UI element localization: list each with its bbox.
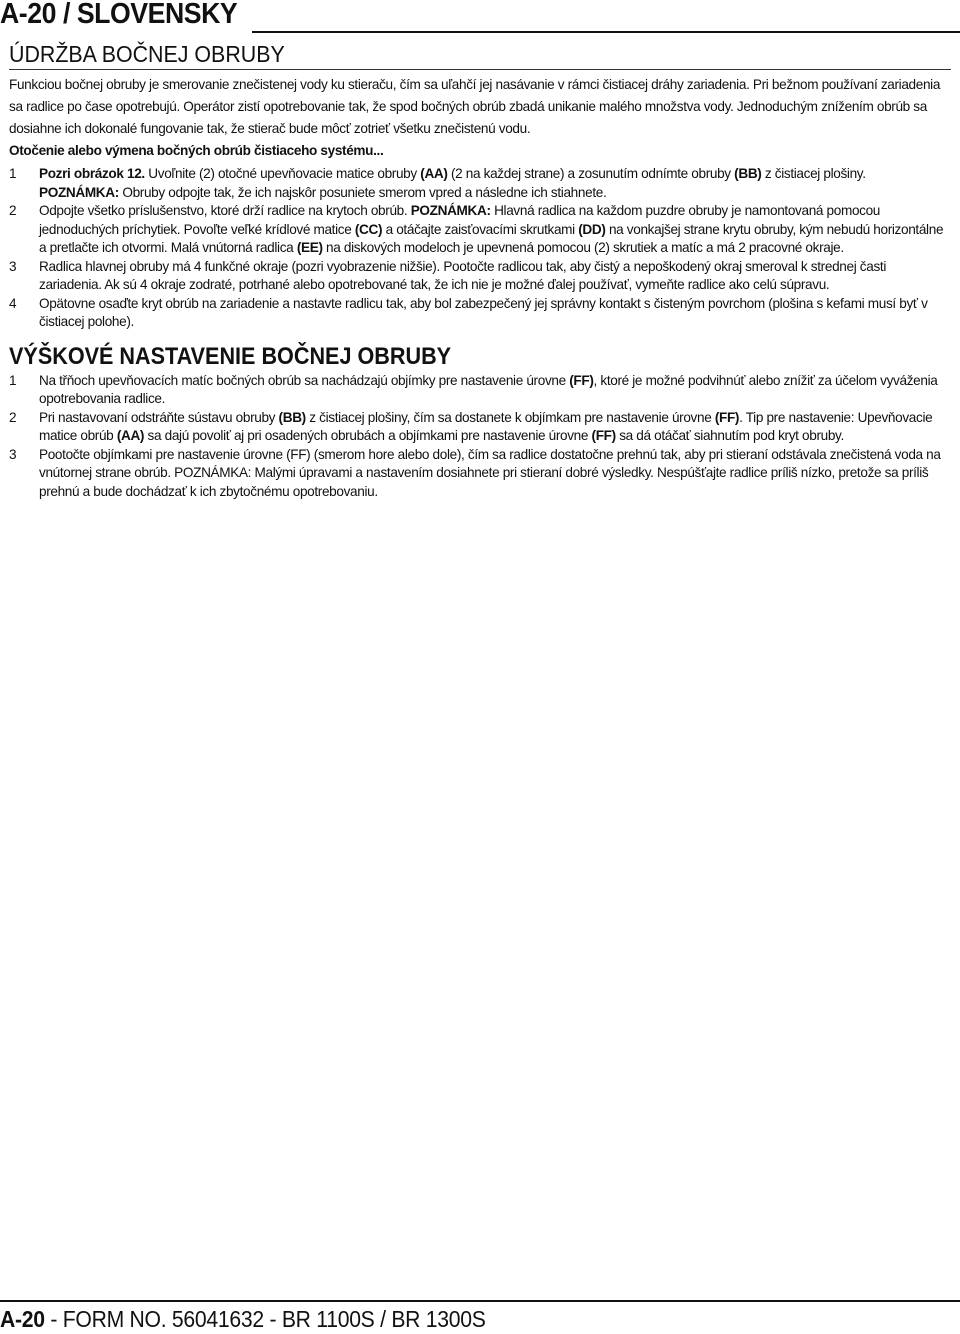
step-number: 4: [9, 295, 17, 311]
step-text: Hlavná radlica na každom puzdre obruby je namontovaná pomocou jednoduchých príchytiek. Povoľte veľké krídlové matice: [39, 203, 881, 237]
step-text: z čistiacej plošiny, čím sa dostanete k objímkam pre nastavenie úrovne: [305, 409, 715, 425]
step-text: Radlica hlavnej obruby má 4 funkčné okraje (pozri vyobrazenie nižšie). Pootočte radlicou tak, aby čistý a nepoškodený okraj smeroval k strednej časti zariadenia. Ak sú 4 okraje zodraté, potrhané alebo opotrebované tak, že ich nie je možné ďalej používať, vymeňte radlice ako celú súpravu.: [39, 258, 886, 292]
step-text: sa dá otáčať siahnutím pod kryt obruby.: [615, 428, 844, 443]
step-number: 1: [9, 166, 17, 181]
part-label: (CC): [354, 221, 383, 237]
part-label: (DD): [578, 221, 606, 237]
step-text: Na třňoch upevňovacích matíc bočných obrúb sa nachádzajú objímky pre nastavenie úrovne: [39, 372, 570, 388]
step-text: na vonkajšej strane krytu obruby, kým nebudú horizontálne a pretlačte ich otvormi. Malá vnútorná radlica: [39, 221, 944, 255]
step-item: [9, 258, 951, 295]
step-text: a otáčajte zaisťovacími skrutkami: [382, 221, 579, 237]
intro-paragraph: Funkciou bočnej obruby je smerovanie znečistenej vody ku stieraču, čím sa uľahčí jej nasávanie v rámci čistiacej dráhy zariadenia. Pri bežnom používaní zariadenia sa radlice po čase opotrebujú. Operátor zistí opotrebovanie tak, že spod bočných obrúb zbadá unikanie malého množstva vody. Jednoduchým znížením obrúb sa dosiahne ich dokonalé fungovanie tak, že stierač bude môcť zotrieť všetku znečistenú vodu.: [9, 77, 941, 136]
step-text: Pri nastavovaní odstráňte sústavu obruby: [39, 409, 279, 425]
note-label: POZNÁMKA:: [39, 184, 119, 200]
section-rule: [9, 69, 951, 70]
part-label: (AA): [116, 428, 145, 443]
section-title-height-adjustment: VÝŠKOVÉ NASTAVENIE BOČNEJ OBRUBY: [9, 342, 452, 370]
header-rule: [252, 31, 960, 33]
page-content: [9, 40, 951, 501]
step-number: 2: [9, 409, 17, 425]
step-text: (2 na každej strane) a zosunutím odnímte obruby: [447, 166, 735, 181]
footer-text: [0, 1306, 486, 1333]
step-number: 3: [9, 258, 17, 274]
figure-reference: Pozri obrázok 12.: [39, 166, 145, 181]
step-number: 1: [9, 372, 17, 388]
adjustment-steps: [9, 372, 951, 502]
step-item: [9, 372, 951, 409]
step-text: z čistiacej plošiny.: [761, 166, 866, 181]
maintenance-steps: [9, 165, 951, 332]
part-label: (BB): [278, 409, 306, 425]
step-item: [9, 446, 951, 502]
part-label: (FF): [591, 428, 616, 443]
part-label: (EE): [296, 240, 323, 255]
part-label: (BB): [734, 166, 762, 181]
step-item: [9, 165, 951, 202]
footer-form-number: - FORM NO. 56041632 - BR 1100S / BR 1300S: [44, 1306, 486, 1332]
step-text: Pootočte objímkami pre nastavenie úrovne (FF) (smerom hore alebo dole), čím sa radlice dostatočne prehnú tak, aby pri stieraní odstávala znečistená voda na vnútornej strane obrúb. POZNÁMKA: Malými úpravami a nastavením dosiahnete pri stieraní dobré výsledky. Nespúšťajte radlice príliš nízko, pretože sa príliš prehnú a bude dochádzať k ich zbytočnému opotrebovaniu.: [39, 446, 941, 499]
step-text: Uvoľnite (2) otočné upevňovacie matice obruby: [144, 166, 421, 181]
footer-rule: [0, 1300, 960, 1302]
step-text: Odpojte všetko príslušenstvo, ktoré drží radlice na krytoch obrúb.: [39, 203, 411, 218]
part-label: (FF): [714, 409, 740, 425]
step-item: [9, 202, 951, 258]
step-text: Opätovne osaďte kryt obrúb na zariadenie a nastavte radlicu tak, aby bol zabezpečený jej správny kontakt s čisteným povrchom (plošina s kefami musí byť v čistiacej polohe).: [39, 295, 928, 329]
page-footer: [0, 1300, 960, 1334]
part-label: (FF): [569, 372, 594, 388]
step-text: , ktoré je možné podvihnúť alebo znížiť za účelom vyváženia opotrebovania radlice.: [39, 372, 938, 406]
footer-page-number: A-20: [0, 1306, 45, 1332]
note-label: POZNÁMKA:: [410, 203, 491, 218]
step-number: 3: [9, 446, 17, 462]
section-title-maintenance: ÚDRŽBA BOČNEJ OBRUBY: [9, 41, 285, 67]
procedure-subheading: Otočenie alebo výmena bočných obrúb čistiaceho systému...: [9, 143, 384, 158]
step-text: Obruby odpojte tak, že ich najskôr posuniete smerom vpred a následne ich stiahnete.: [118, 184, 607, 200]
step-item: [9, 295, 951, 332]
part-label: (AA): [420, 166, 448, 181]
page-header: [0, 0, 960, 36]
step-text: sa dajú povoliť aj pri osadených obrubách a objímkami pre nastavenie úrovne: [144, 428, 592, 443]
step-number: 2: [9, 203, 17, 218]
step-text: . Tip pre nastavenie: Upevňovacie matice obrúb: [39, 409, 933, 443]
step-text: na diskových modeloch je upevnená pomocou (2) skrutiek a matíc a má 2 pracovné okraje.: [322, 240, 844, 255]
step-item: [9, 409, 951, 446]
page-header-title: A-20 / SLOVENSKY: [0, 0, 238, 30]
